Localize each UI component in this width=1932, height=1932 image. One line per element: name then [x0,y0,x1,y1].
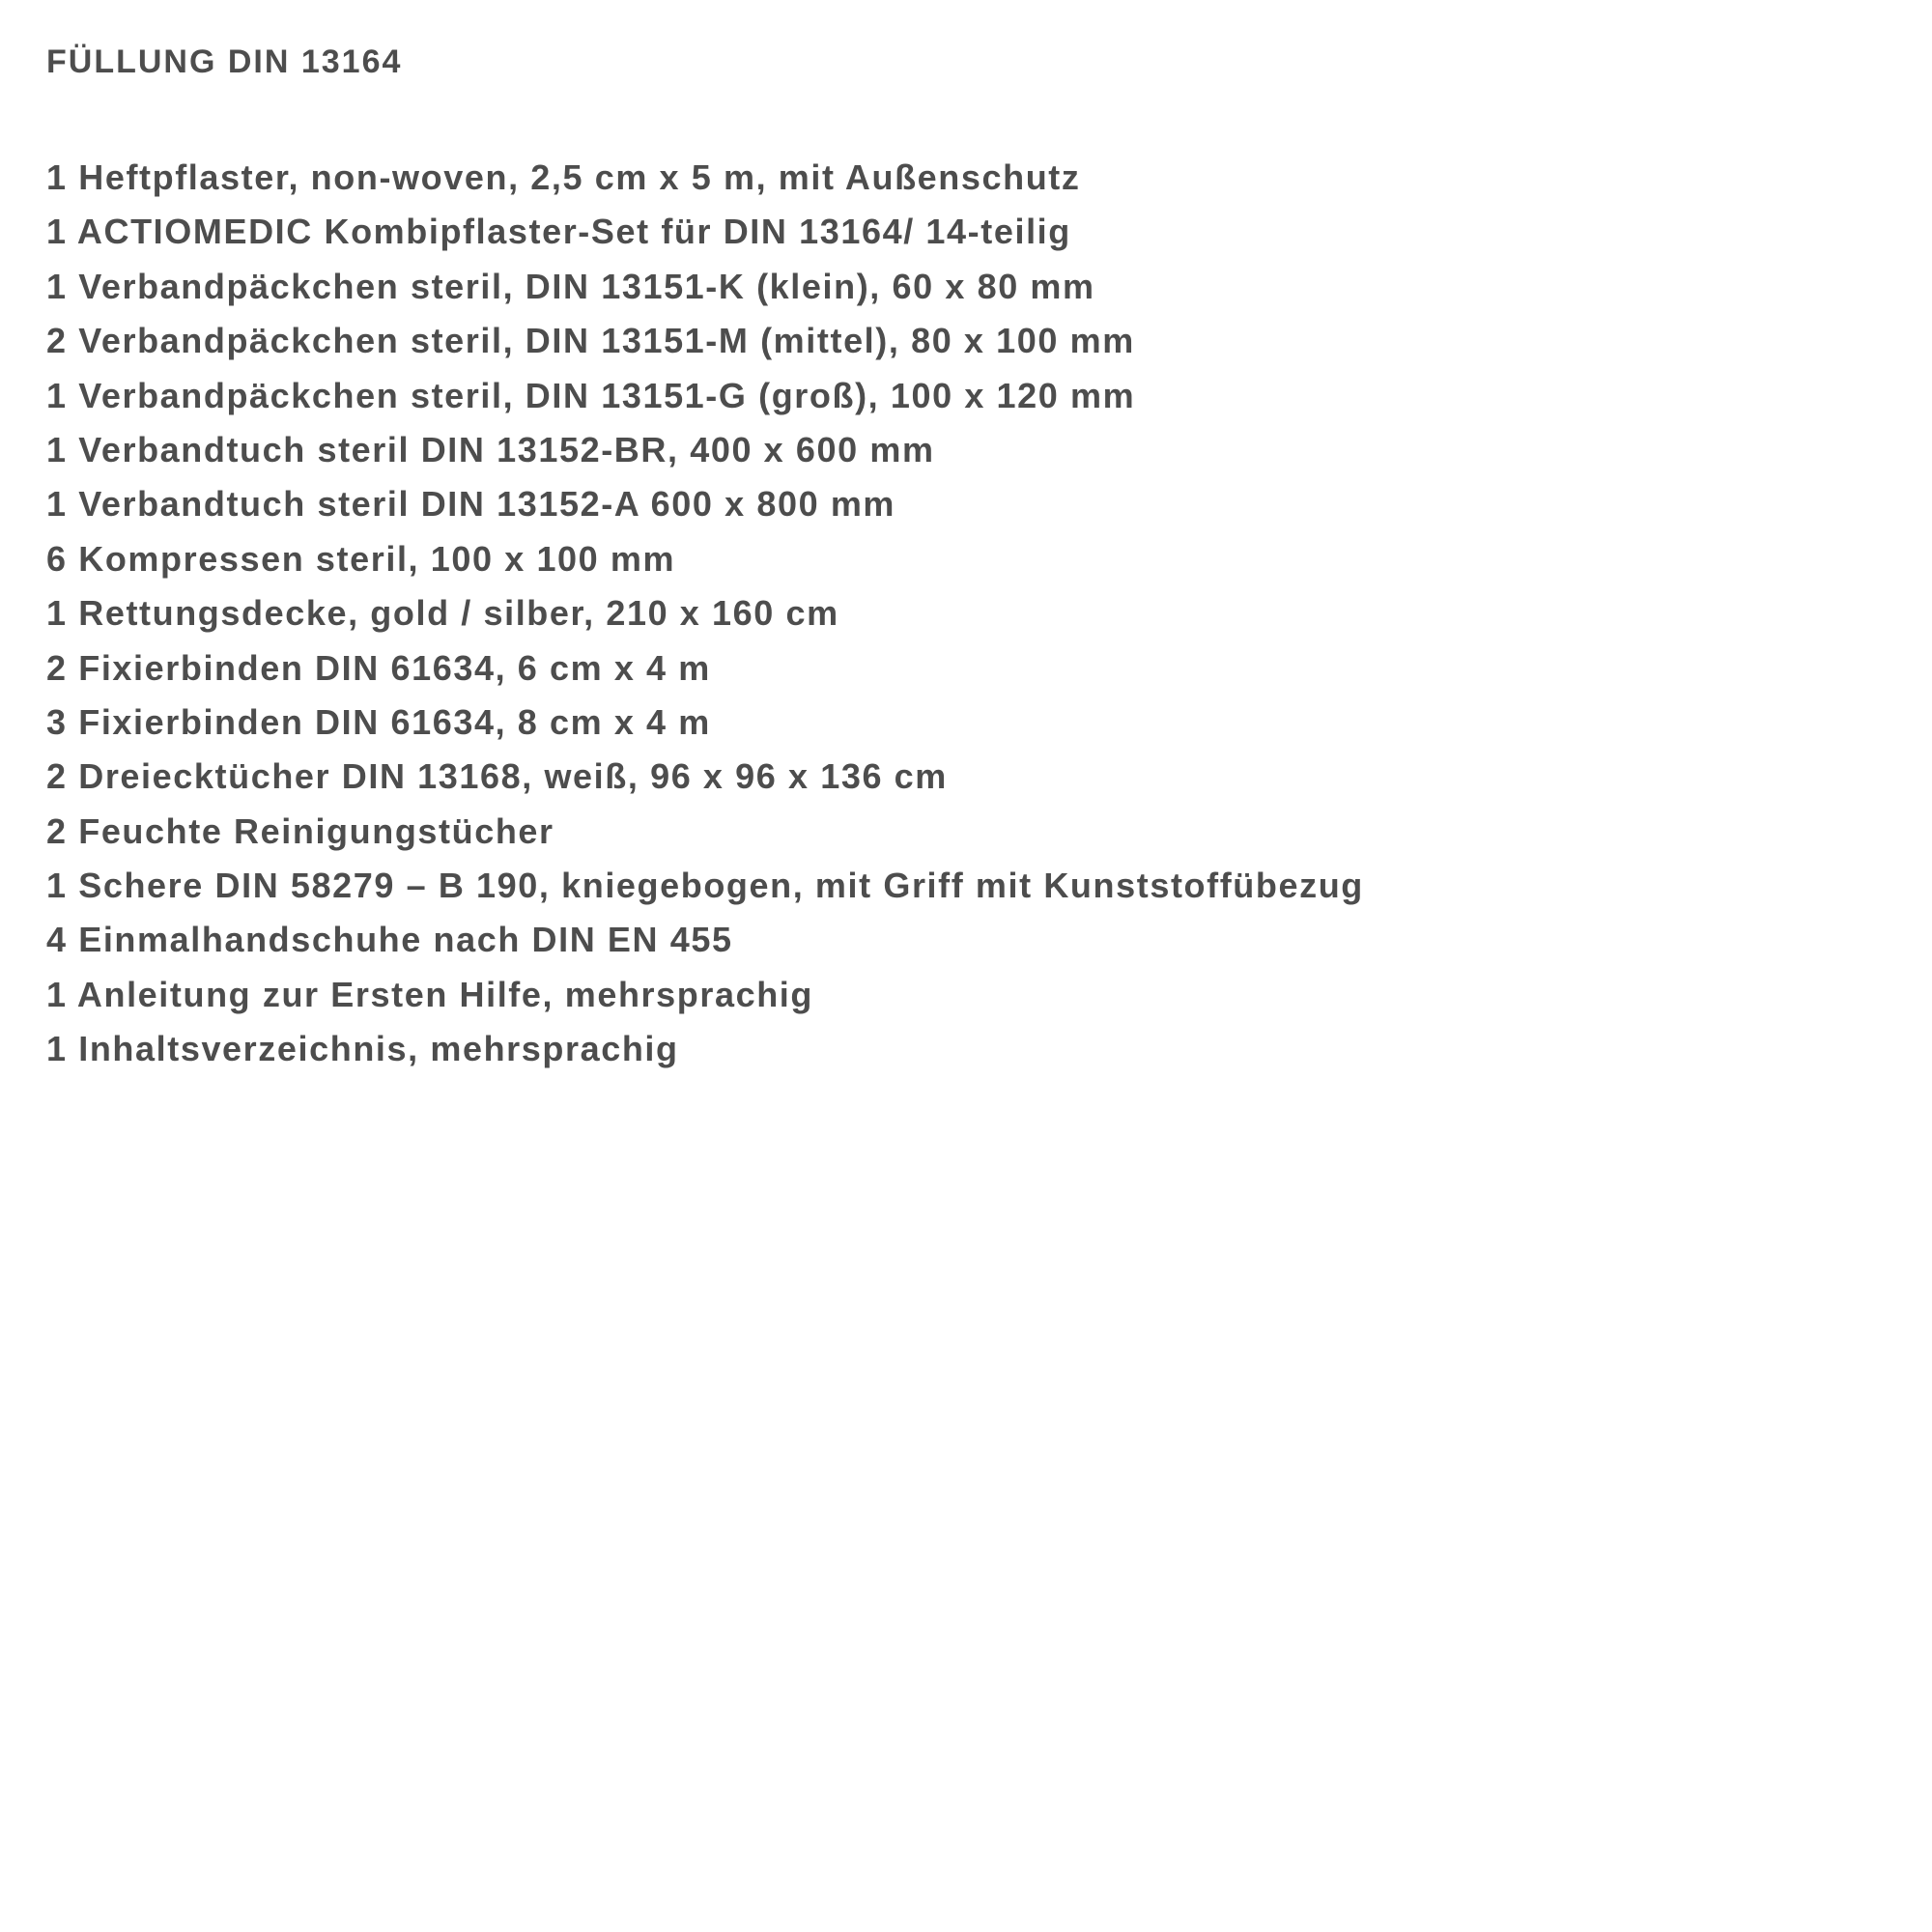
list-item: 1 Schere DIN 58279 – B 190, kniegebogen, mit Griff mit Kunststoffübezug [46,866,1364,906]
list-item: 1 Verbandpäckchen steril, DIN 13151-K (klein), 60 x 80 mm [46,266,1095,306]
list-item: 2 Dreiecktücher DIN 13168, weiß, 96 x 96 x 136 cm [46,756,948,797]
list-item: 1 Verbandpäckchen steril, DIN 13151-G (groß), 100 x 120 mm [46,375,1136,415]
list-item: 2 Feuchte Reinigungstücher [46,810,554,851]
list-item: 1 Inhaltsverzeichnis, mehrsprachig [46,1029,679,1069]
list-item: 1 Verbandtuch steril DIN 13152-BR, 400 x 600 mm [46,429,935,469]
list-item: 1 Heftpflaster, non-woven, 2,5 cm x 5 m, mit Außenschutz [46,157,1081,197]
document-page [46,41,1882,1069]
list-item: 2 Fixierbinden DIN 61634, 6 cm x 4 m [46,647,711,688]
list-item: 4 Einmalhandschuhe nach DIN EN 455 [46,920,733,960]
list-item: 1 Anleitung zur Ersten Hilfe, mehrsprachig [46,974,814,1014]
list-item: 6 Kompressen steril, 100 x 100 mm [46,538,676,579]
list-item: 1 Verbandtuch steril DIN 13152-A 600 x 800 mm [46,484,896,525]
list-item: 1 ACTIOMEDIC Kombipflaster-Set für DIN 13164/ 14-teilig [46,212,1071,252]
contents-list [46,151,1364,1077]
page-title: FÜLLUNG DIN 13164 [46,43,403,80]
list-item: 3 Fixierbinden DIN 61634, 8 cm x 4 m [46,701,711,742]
list-item: 1 Rettungsdecke, gold / silber, 210 x 160 cm [46,593,839,634]
list-item: 2 Verbandpäckchen steril, DIN 13151-M (mittel), 80 x 100 mm [46,321,1135,361]
